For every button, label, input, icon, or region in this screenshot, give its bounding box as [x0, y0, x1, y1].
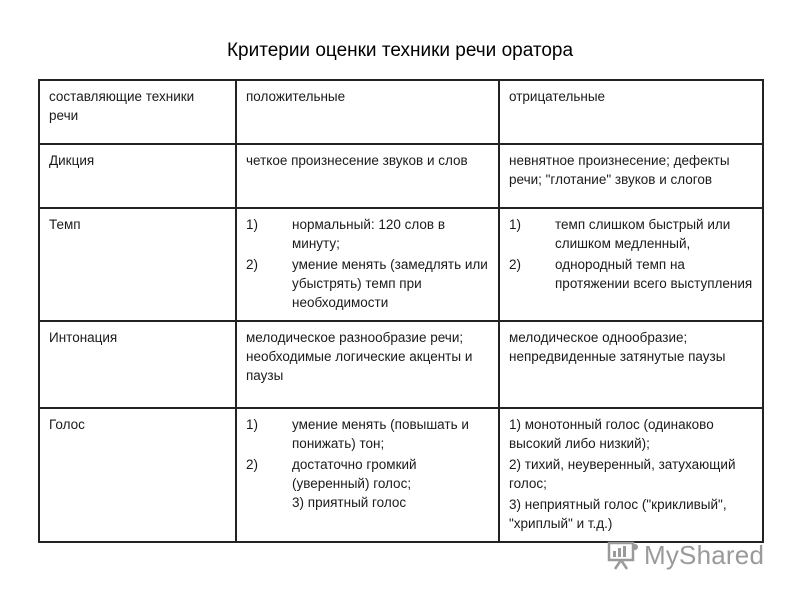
list-number: 1) [246, 417, 259, 432]
list-text: умение менять (замедлять или убыстрять) темп при необходимости [292, 257, 488, 310]
list-text: нормальный: 120 слов в минуту; [292, 217, 446, 251]
positive-cell [236, 208, 499, 321]
list-text: умение менять (повышать и понижать) тон; [292, 417, 469, 451]
table-row-diction [39, 144, 763, 208]
header-cell-positive: положительные [236, 80, 499, 144]
list-item: 1) монотонный голос (одинаково высокий либо низкий); [509, 417, 714, 451]
table-row-tempo [39, 208, 763, 321]
negative-cell [499, 208, 763, 321]
negative-cell: мелодическое однообразие; непредвиденные затянутые паузы [499, 321, 763, 408]
positive-cell [236, 408, 499, 542]
list-number: 2) [509, 257, 522, 272]
list-item: 2) тихий, неуверенный, затухающий голос; [509, 457, 736, 491]
list-item [509, 215, 754, 253]
list-item [246, 455, 490, 512]
list-item [246, 255, 490, 312]
row-label: Темп [39, 208, 236, 321]
row-label: Дикция [39, 144, 236, 208]
list-text: достаточно громкий (уверенный) голос; 3) приятный голос [292, 457, 417, 510]
list-number: 2) [246, 257, 259, 272]
row-label: Интонация [39, 321, 236, 408]
header-cell-negative: отрицательные [499, 80, 763, 144]
table-row-voice [39, 408, 763, 542]
watermark [606, 538, 764, 572]
table-row-intonation [39, 321, 763, 408]
list-number: 1) [246, 217, 259, 232]
list-number: 2) [246, 457, 259, 472]
negative-cell: невнятное произнесение; дефекты речи; "глотание" звуков и слогов [499, 144, 763, 208]
list-item [509, 255, 754, 293]
list-item: 3) неприятный голос ("крикливый", "хриплый" и т.д.) [509, 497, 727, 531]
list-item [246, 215, 490, 253]
positive-cell: мелодическое разнообразие речи; необходимые логические акценты и паузы [236, 321, 499, 408]
list-text: однородный темп на протяжении всего выступления [555, 257, 753, 291]
list-number: 1) [509, 217, 522, 232]
presentation-board-icon [606, 538, 640, 572]
list-item [246, 415, 490, 453]
negative-cell [499, 408, 763, 542]
list-text: темп слишком быстрый или слишком медленный, [555, 217, 731, 251]
positive-cell: четкое произнесение звуков и слов [236, 144, 499, 208]
watermark-text: MyShared [644, 539, 765, 570]
criteria-table [38, 79, 764, 543]
header-cell-components: составляющие техники речи [39, 80, 236, 144]
row-label: Голос [39, 408, 236, 542]
page-title: Критерии оценки техники речи оратора [226, 40, 574, 61]
table-header-row [39, 80, 763, 144]
